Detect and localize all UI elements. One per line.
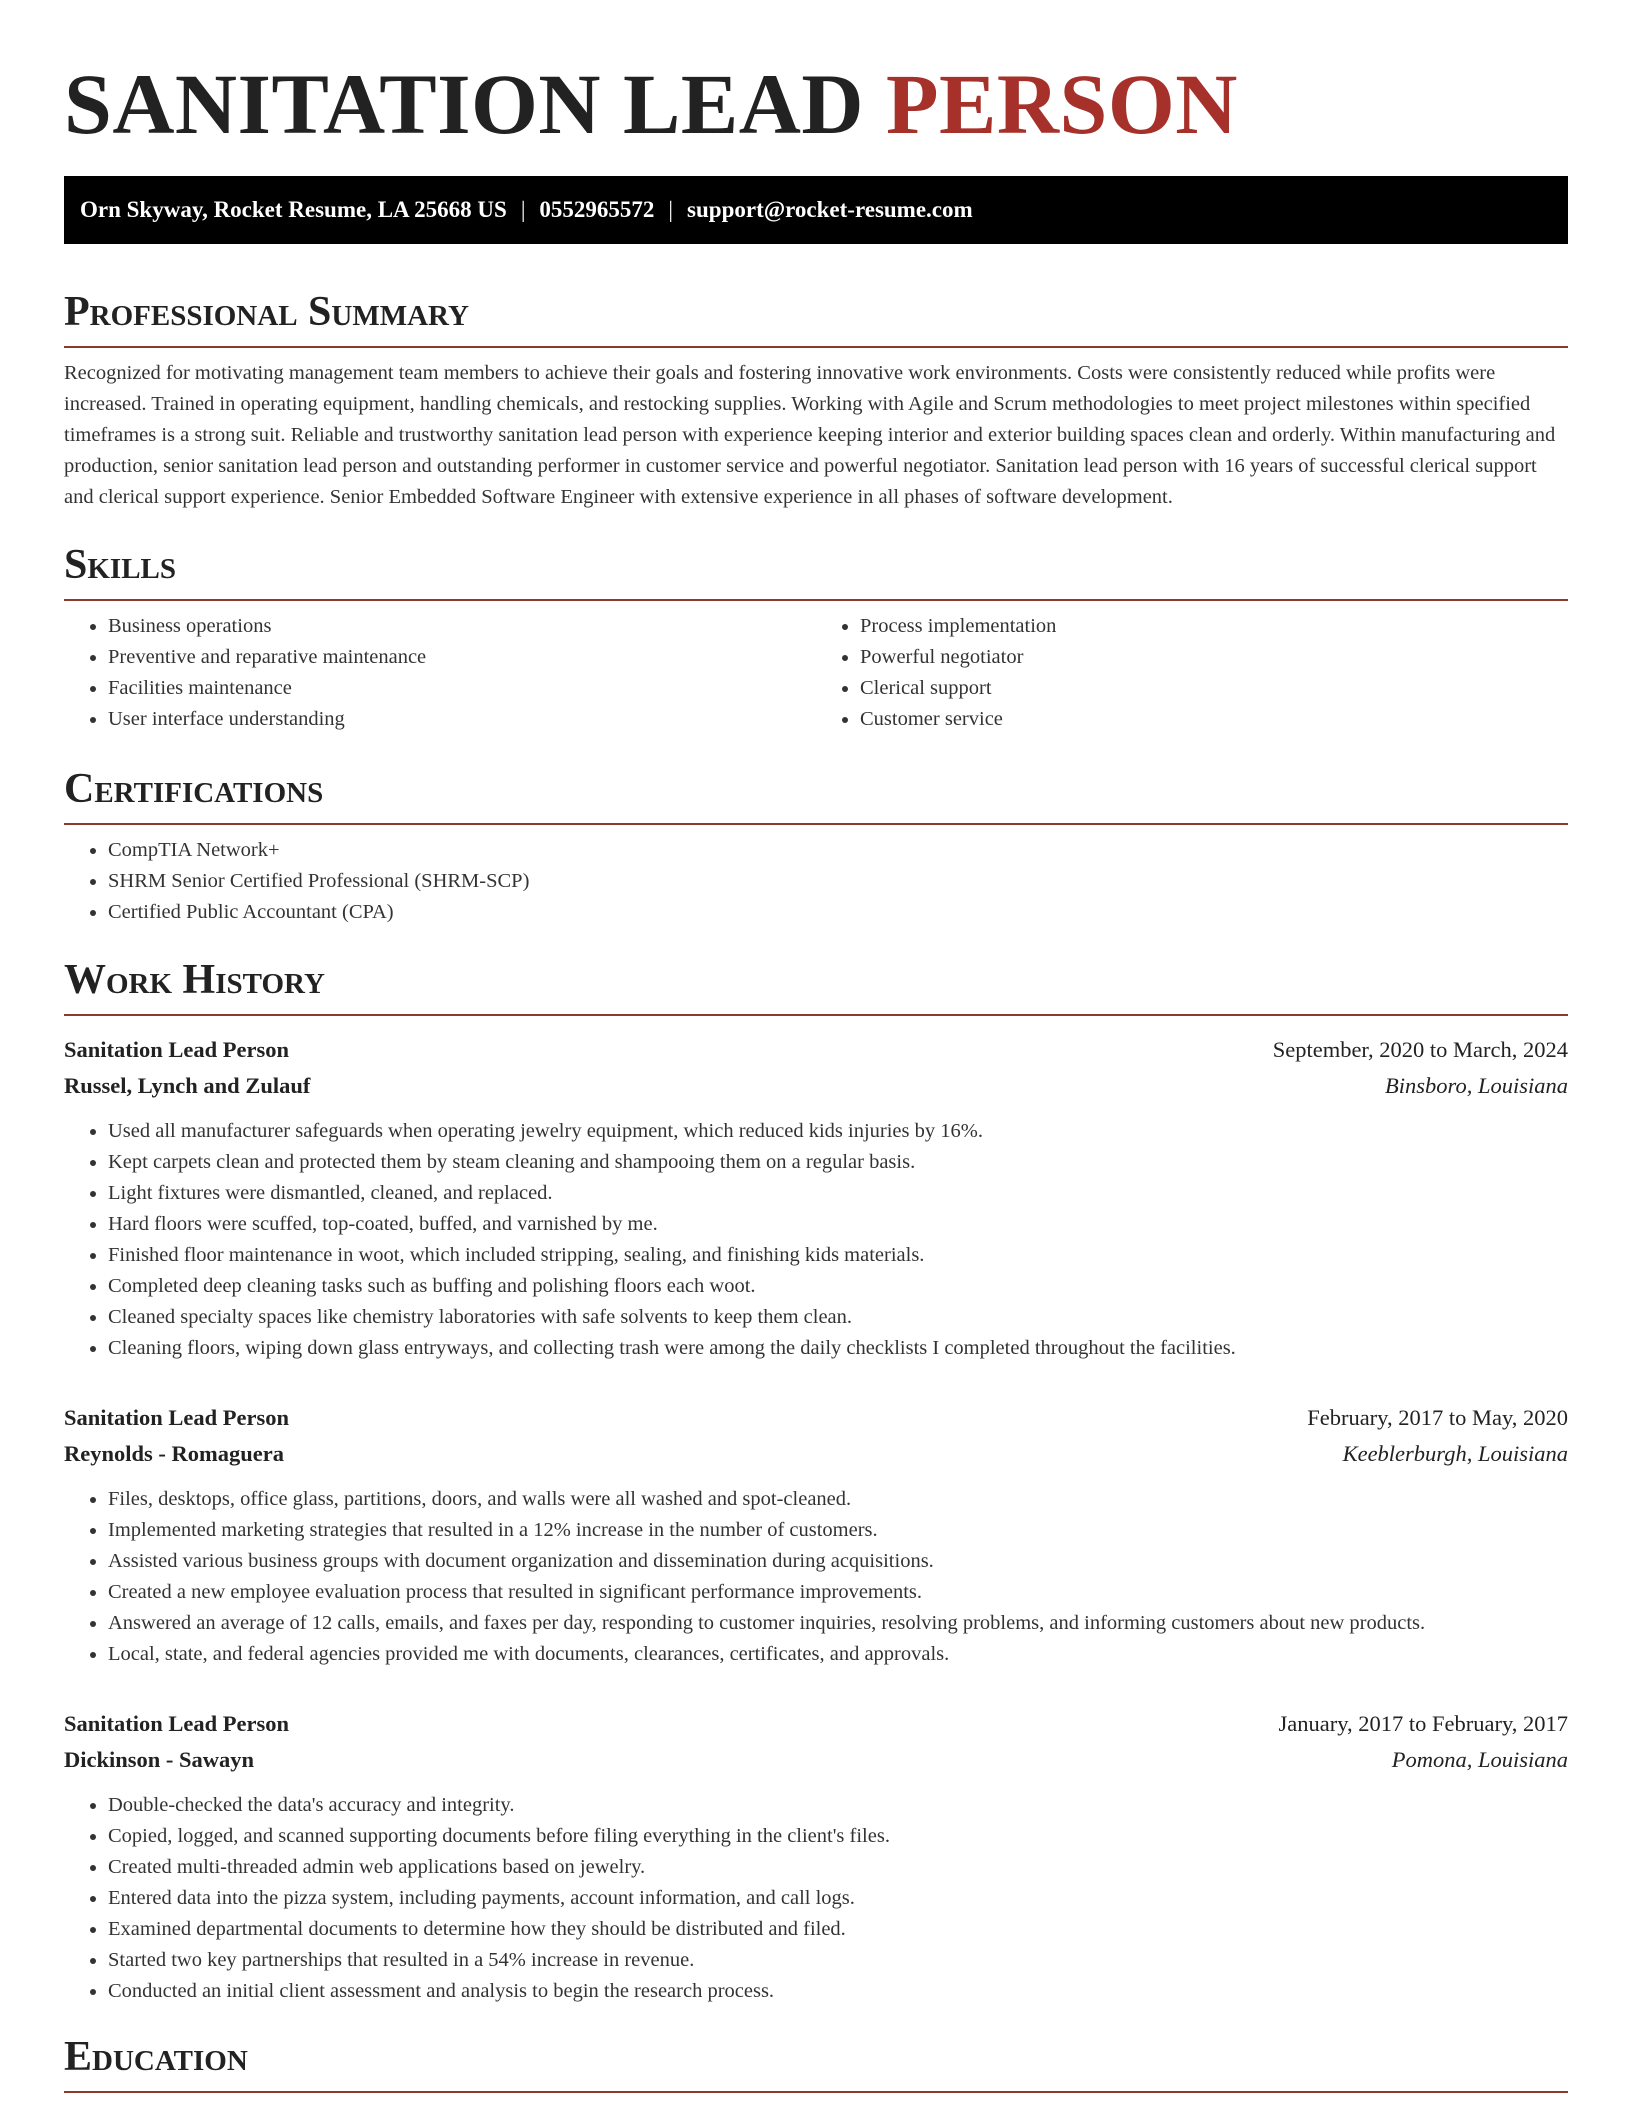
job-bullet: • Conducted an initial client assessment and analysis to begin the research process. xyxy=(108,1976,1568,2007)
job-location: Binsboro, Louisiana xyxy=(1385,1073,1568,1098)
skills-list-right xyxy=(816,611,1568,735)
certification-item: • Certified Public Accountant (CPA) xyxy=(108,897,1568,928)
certification-item: • SHRM Senior Certified Professional (SHRM-SCP) xyxy=(108,866,1568,897)
skill-item: • Powerful negotiator xyxy=(860,642,1568,673)
job-title: Sanitation Lead Person xyxy=(64,1037,290,1062)
job-bullet: • Cleaned specialty spaces like chemistry laboratories with safe solvents to keep them clean. xyxy=(108,1302,1568,1333)
skill-item: • Facilities maintenance xyxy=(108,673,816,704)
job-header-row xyxy=(64,1400,1568,1436)
job-bullet: • Files, desktops, office glass, partitions, doors, and walls were all washed and spot-cleaned. xyxy=(108,1484,1568,1515)
job-location: Keeblerburgh, Louisiana xyxy=(1342,1441,1568,1466)
contact-bar xyxy=(64,176,1568,244)
summary-section xyxy=(64,286,1568,513)
job-dates: January, 2017 to February, 2017 xyxy=(1278,1711,1568,1736)
job-title: Sanitation Lead Person xyxy=(64,1711,290,1736)
job-bullet: • Created multi-threaded admin web applications based on jewelry. xyxy=(108,1852,1568,1883)
job-bullet: • Light fixtures were dismantled, cleaned, and replaced. xyxy=(108,1178,1568,1209)
job-bullet: • Implemented marketing strategies that resulted in a 12% increase in the number of customers. xyxy=(108,1515,1568,1546)
section-title-certifications: Certifications xyxy=(64,763,1568,825)
job-bullet: • Completed deep cleaning tasks such as buffing and polishing floors each woot. xyxy=(108,1271,1568,1302)
job-bullet: • Kept carpets clean and protected them by steam cleaning and shampooing them on a regular basis. xyxy=(108,1147,1568,1178)
job-bullets xyxy=(64,1116,1568,1364)
section-title-education: Education xyxy=(64,2031,1568,2093)
job-bullet: • Hard floors were scuffed, top-coated, buffed, and varnished by me. xyxy=(108,1209,1568,1240)
job-bullet: • Cleaning floors, wiping down glass entryways, and collecting trash were among the daily checklists I completed throughout the facilities. xyxy=(108,1333,1568,1364)
job-bullet: • Finished floor maintenance in woot, which included stripping, sealing, and finishing kids materials. xyxy=(108,1240,1568,1271)
job-entry xyxy=(64,1706,1568,2007)
skills-grid xyxy=(64,611,1568,735)
skills-list-left xyxy=(64,611,816,735)
work-history-section xyxy=(64,954,1568,2007)
contact-email[interactable]: support@rocket-resume.com xyxy=(687,197,973,222)
skill-item: • User interface understanding xyxy=(108,704,816,735)
certifications-section xyxy=(64,763,1568,928)
job-company: Reynolds - Romaguera xyxy=(64,1441,284,1466)
job-bullet: • Answered an average of 12 calls, emails, and faxes per day, responding to customer inquiries, resolving problems, and informing customers about new products. xyxy=(108,1608,1568,1639)
job-dates: September, 2020 to March, 2024 xyxy=(1272,1037,1568,1062)
section-title-summary: Professional Summary xyxy=(64,286,1568,348)
job-header-row xyxy=(64,1032,1568,1068)
job-bullet: • Started two key partnerships that resulted in a 54% increase in revenue. xyxy=(108,1945,1568,1976)
job-company-row xyxy=(64,1742,1568,1778)
job-bullet: • Used all manufacturer safeguards when operating jewelry equipment, which reduced kids injuries by 16%. xyxy=(108,1116,1568,1147)
job-bullet: • Local, state, and federal agencies provided me with documents, clearances, certificates, and approvals. xyxy=(108,1639,1568,1670)
job-bullet: • Created a new employee evaluation process that resulted in significant performance improvements. xyxy=(108,1577,1568,1608)
certification-item: • CompTIA Network+ xyxy=(108,835,1568,866)
summary-text: Recognized for motivating management team members to achieve their goals and fostering innovative work environments. Costs were consistently reduced while profits were increased. Trained in operating equipment, handling chemicals, and restocking supplies. Working with Agile and Scrum methodologies to meet project milestones within specified timeframes is a strong suit. Reliable and trustworthy sanitation lead person with experience keeping interior and exterior building spaces clean and orderly. Within manufacturing and production, senior sanitation lead person and outstanding performer in customer service and powerful negotiator. Sanitation lead person with 16 years of successful clerical support and clerical support experience. Senior Embedded Software Engineer with extensive experience in all phases of software development. xyxy=(64,362,1556,508)
job-bullet: • Double-checked the data's accuracy and integrity. xyxy=(108,1790,1568,1821)
job-company: Russel, Lynch and Zulauf xyxy=(64,1073,311,1098)
section-title-work-history: Work History xyxy=(64,954,1568,1016)
skill-item: • Customer service xyxy=(860,704,1568,735)
job-company: Dickinson - Sawayn xyxy=(64,1747,255,1772)
job-bullet: • Examined departmental documents to determine how they should be distributed and filed. xyxy=(108,1914,1568,1945)
certifications-list xyxy=(64,835,1568,928)
resume-page xyxy=(64,0,1568,2093)
job-company-row xyxy=(64,1068,1568,1104)
job-bullets xyxy=(64,1484,1568,1670)
job-entry xyxy=(64,1032,1568,1364)
skill-item: • Clerical support xyxy=(860,673,1568,704)
skill-item: • Preventive and reparative maintenance xyxy=(108,642,816,673)
name-accent: PERSON xyxy=(885,56,1238,152)
resume-name xyxy=(64,0,1568,152)
job-bullets xyxy=(64,1790,1568,2007)
job-dates: February, 2017 to May, 2020 xyxy=(1307,1405,1568,1430)
education-section xyxy=(64,2031,1568,2093)
job-title: Sanitation Lead Person xyxy=(64,1405,290,1430)
contact-separator: | xyxy=(520,197,526,222)
name-primary: SANITATION LEAD xyxy=(64,56,864,152)
job-bullet: • Copied, logged, and scanned supporting documents before filing everything in the client's files. xyxy=(108,1821,1568,1852)
section-title-skills: Skills xyxy=(64,539,1568,601)
skills-section xyxy=(64,539,1568,735)
job-location: Pomona, Louisiana xyxy=(1391,1747,1568,1772)
skill-item: • Process implementation xyxy=(860,611,1568,642)
contact-phone: 0552965572 xyxy=(539,197,655,222)
job-bullet: • Assisted various business groups with document organization and dissemination during acquisitions. xyxy=(108,1546,1568,1577)
contact-separator: | xyxy=(668,197,674,222)
job-entry xyxy=(64,1400,1568,1670)
contact-address: Orn Skyway, Rocket Resume, LA 25668 US xyxy=(80,197,507,222)
job-bullet: • Entered data into the pizza system, including payments, account information, and call logs. xyxy=(108,1883,1568,1914)
job-company-row xyxy=(64,1436,1568,1472)
skill-item: • Business operations xyxy=(108,611,816,642)
job-header-row xyxy=(64,1706,1568,1742)
